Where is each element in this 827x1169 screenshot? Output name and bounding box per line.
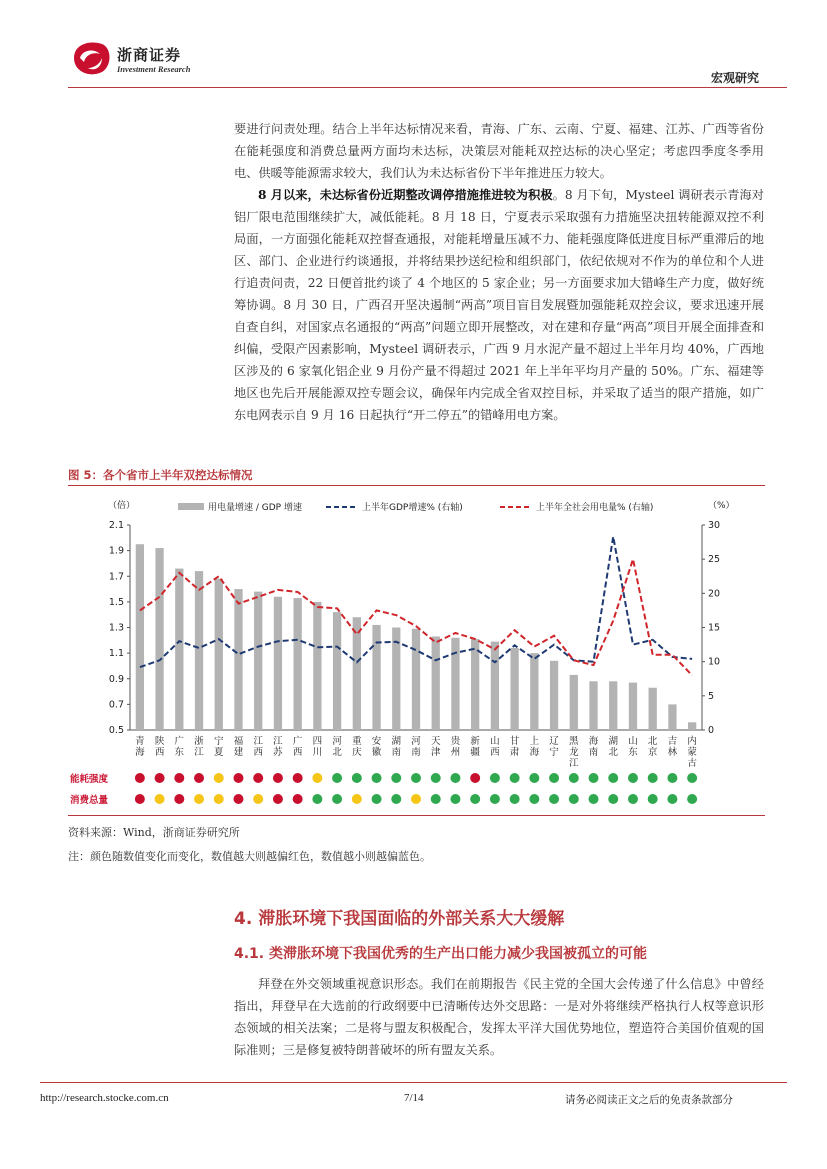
category-label: 天津 [430,736,441,758]
legend-gdp-label: 上半年GDP增速% (右轴) [362,503,463,513]
indicator-dot [628,794,638,804]
bar-13 [372,625,380,730]
subsection-heading: 4.1. 类滞胀环境下我国优秀的生产出口能力减少我国被孤立的可能 [234,946,647,962]
category-label: 黑龙江 [569,736,579,769]
bar-26 [629,683,637,730]
bar-3 [175,569,183,730]
indicator-dot [589,773,599,783]
category-label: 江苏 [273,736,283,758]
indicator-dot [411,773,421,783]
category-label: 广东 [174,736,185,758]
indicator-dot [174,794,184,804]
footer-url[interactable]: http://research.stocke.com.cn [40,1092,169,1104]
left-tick-label: 1.3 [108,622,124,634]
figure-source: 资料来源：Wind，浙商证券研究所 [68,826,240,839]
indicator-dot [174,773,184,783]
indicator-dot [155,773,165,783]
bar-29 [688,722,696,730]
bar-10 [313,602,321,730]
figure-bottom-rule [68,815,765,816]
right-tick-label: 25 [708,554,721,566]
indicator-row-label: 消费总量 [70,795,109,806]
bar-5 [215,579,223,730]
indicator-dot [293,773,303,783]
category-label: 甘肃 [509,736,520,758]
bar-6 [234,589,242,730]
indicator-dot [648,794,658,804]
bar-4 [195,571,203,730]
indicator-dot [372,794,382,804]
category-label: 浙江 [194,736,204,758]
paragraph-2 [234,184,764,426]
indicator-dot [332,794,342,804]
category-label: 湖南 [391,736,402,758]
indicator-dot [352,794,362,804]
category-label: 河北 [332,736,342,758]
indicator-dot [510,773,520,783]
indicator-dot [687,773,697,783]
bar-7 [254,592,262,730]
paragraph-1-text: 要进行问责处理。结合上半年达标情况来看，青海、广东、云南、宁夏、福建、江苏、广西等省份在能耗强度和消费总量两方面均未达标，决策层对能耗双控达标的决心坚定；考虑四季度冬季用电、供暖等能源需求较大，我们认为未达标省份下半年推进压力较大。 [234,122,764,180]
indicator-dot [667,794,677,804]
category-label: 山西 [490,736,500,758]
indicator-dot [569,773,579,783]
category-label: 四川 [312,736,323,758]
left-tick-label: 0.5 [108,725,124,736]
indicator-dot [490,773,500,783]
indicator-dot [687,794,697,804]
indicator-dot [431,794,441,804]
brand-subtitle: Investment Research [117,64,191,74]
category-label: 吉林 [667,736,678,758]
company-logo-icon [68,38,114,78]
category-label: 陕西 [154,736,165,758]
indicator-dot [470,773,480,783]
indicator-dot [372,773,382,783]
indicator-dot [293,794,303,804]
right-tick-label: 20 [708,588,721,600]
indicator-dot [253,773,263,783]
indicator-dot [589,794,599,804]
category-label: 上海 [529,736,540,758]
indicator-dot [667,773,677,783]
indicator-dot [332,773,342,783]
page-number: 7/14 [404,1092,424,1104]
bar-22 [550,661,558,730]
indicator-dot [312,773,322,783]
indicator-dot [312,794,322,804]
bar-16 [432,636,440,730]
indicator-dot [233,794,243,804]
indicator-dot [352,773,362,783]
category-label: 江西 [253,736,263,758]
bar-12 [353,617,361,730]
indicator-dot [431,773,441,783]
indicator-dot [628,773,638,783]
right-tick-label: 30 [708,520,721,531]
indicator-dot [529,794,539,804]
left-tick-label: 1.7 [108,571,124,583]
left-tick-label: 2.1 [108,520,124,531]
category-label: 重庆 [352,736,362,758]
header-rule [68,87,787,88]
category-label: 山东 [628,736,638,758]
right-tick-label: 10 [708,656,721,668]
category-label: 辽宁 [549,736,559,758]
bar-28 [668,704,676,730]
figure-note: 注：颜色随数值变化而变化，数值越大则越偏红色，数值越小则越偏蓝色。 [68,850,431,863]
indicator-dot [214,794,224,804]
bar-11 [333,612,341,730]
paragraph-2-lead: 8 月以来，未达标省份近期整改调停措施推进较为积极 [258,188,553,202]
indicator-dot [450,773,460,783]
indicator-dot [194,773,204,783]
indicator-dot [135,794,145,804]
bar-23 [570,675,578,730]
indicator-dot [155,794,165,804]
category-label: 新疆 [470,736,480,758]
indicator-dot [608,773,618,783]
right-tick-label: 5 [708,690,715,702]
indicator-dot [510,794,520,804]
category-label: 贵州 [450,736,461,758]
bar-25 [609,681,617,730]
category-label: 福建 [233,736,244,758]
category-label: 海南 [588,736,599,758]
legend-bar-swatch [178,503,204,510]
bar-8 [274,597,282,730]
category-label: 内蒙古 [687,736,697,769]
footer-disclaimer: 请务必阅读正文之后的免责条款部分 [565,1094,733,1106]
legend-electricity-label: 上半年全社会用电量% (右轴) [536,503,654,513]
figure-title: 图 5：各个省市上半年双控达标情况 [68,468,253,482]
left-tick-label: 1.5 [108,596,124,608]
category-label: 北京 [647,736,658,758]
right-tick-label: 0 [708,725,715,736]
legend-bar-label: 用电量增速 / GDP 增速 [208,503,302,513]
indicator-dot [569,794,579,804]
indicator-dot [391,773,401,783]
indicator-dot [648,773,658,783]
category-label: 安徽 [371,736,382,758]
indicator-dot [529,773,539,783]
indicator-dot [608,794,618,804]
bar-17 [451,638,459,730]
left-tick-label: 1.1 [108,648,124,660]
category-label: 湖北 [608,736,618,758]
left-tick-label: 1.9 [108,545,124,557]
bar-1 [136,544,144,730]
footer-rule [40,1082,787,1083]
indicator-dot [391,794,401,804]
category-label: 广西 [292,736,303,758]
bar-20 [510,648,518,730]
bar-18 [471,639,479,730]
category-label: 河南 [411,736,421,758]
indicator-row-label: 能耗强度 [70,774,109,785]
indicator-dot [135,773,145,783]
left-tick-label: 0.7 [108,699,124,711]
section-heading: 4. 滞胀环境下我国面临的外部关系大大缓解 [234,909,565,929]
brand-name: 浙商证券 [117,46,182,64]
indicator-dot [273,794,283,804]
paragraph-3 [234,973,764,1061]
bar-15 [412,629,420,730]
right-axis-unit: （%） [708,501,735,511]
bar-2 [155,548,163,730]
indicator-dot [490,794,500,804]
section-label: 宏观研究 [710,71,759,85]
indicator-dot [214,773,224,783]
indicator-dot [411,794,421,804]
left-axis-unit: （倍） [108,501,136,511]
bar-19 [491,642,499,730]
indicator-dot [273,773,283,783]
indicator-dot [470,794,480,804]
bar-24 [589,681,597,730]
bar-9 [294,598,302,730]
bar-21 [530,653,538,730]
bar-27 [649,688,657,730]
indicator-dot [549,794,559,804]
left-tick-label: 0.9 [108,673,124,685]
paragraph-3-text: 拜登在外交领域重视意识形态。我们在前期报告《民主党的全国大会传递了什么信息》中曾经指出，拜登早在大选前的行政纲要中已清晰传达外交思路：一是对外将继续严格执行人权等意识形态领域的相关法案；二是将与盟友积极配合，发挥太平洋大国优势地位，塑造符合美国价值观的国际准则；三是修复被特朗普破坏的所有盟友关系。 [234,977,764,1057]
right-tick-label: 15 [708,622,721,634]
province-dual-control-chart [68,490,765,812]
indicator-dot [194,794,204,804]
category-label: 青海 [135,736,145,758]
category-label: 宁夏 [214,736,224,758]
paragraph-1 [234,118,764,184]
indicator-dot [450,794,460,804]
figure-top-rule [68,485,765,486]
indicator-dot [549,773,559,783]
indicator-dot [253,794,263,804]
indicator-dot [233,773,243,783]
paragraph-2-text: 。8 月下旬，Mysteel 调研表示青海对铝厂限电范围继续扩大，减低能耗。8 月 18 日，宁夏表示采取强有力措施坚决扭转能源双控不利局面，一方面强化能耗双控督查通报，对能耗增量压减不力、能耗强度降低进度目标严重滞后的地区、部门、企业进行约谈通报，并将结果抄送纪检和组织部门，依纪依规对不作为的单位和个人进行追责问责，22 日便首批约谈了 4 个地区的 5 家企业；另一方面要求加大错峰生产力度，做好统筹协调。8 月 30 日，广西召开坚决遏制“两高”项目盲目发展暨加强能耗双控会议，要求迅速开展自查自纠，对国家点名通报的“两高”问题立即开展整改，对在建和存量“两高”项目开展全面排查和纠偏，受限产因素影响，Mysteel 调研表示，广西 9 月水泥产量不超过上半年月均 40%，广西地区涉及的 6 家氧化铝企业 9 月份产量不得超过 2021 年上半年平均月产量的 50%。广东、福建等地区也先后开展能源双控专题会议，确保年内完成全省双控目标，并采取了适当的限产措施，如广东电网表示自 9 月 16 日起执行“开二停五”的错峰用电方案。 [234,188,764,422]
